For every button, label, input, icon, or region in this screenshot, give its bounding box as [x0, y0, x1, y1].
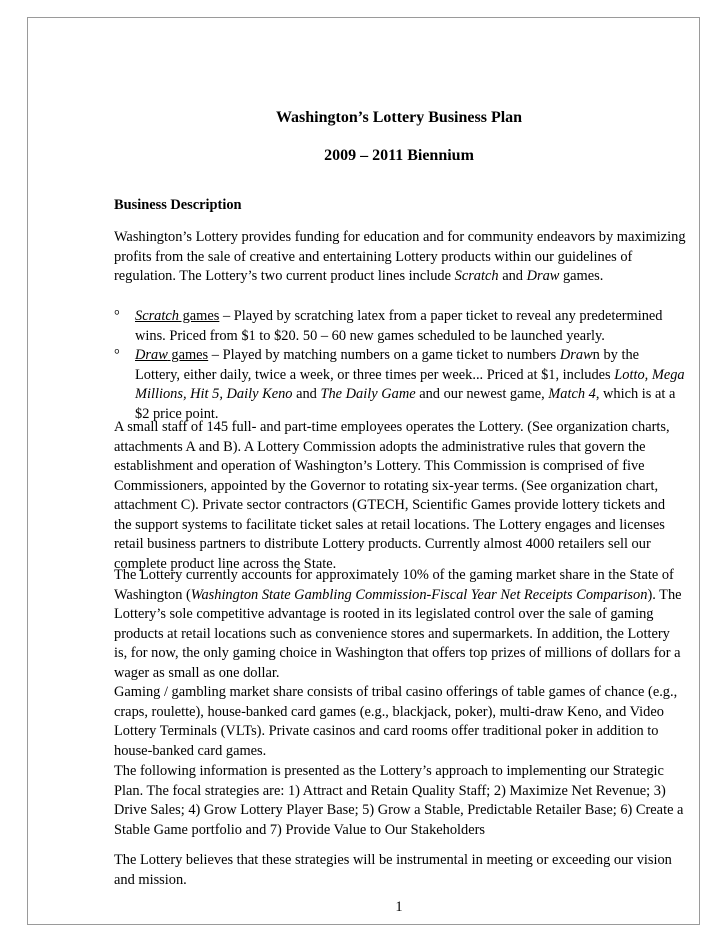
list-item-draw: ° Draw games – Played by matching numbers on a game ticket to numbers Drawn by the Lottery, either daily, twice a week, or three times per week... Priced at $1, includes Lotto, Mega Millions, Hit 5, Daily Keno and The Daily Game and our newest game, Match 4, which is at a $2 price point.	[114, 347, 685, 422]
page-number: 1	[395, 899, 403, 915]
document-title: Washington’s Lottery Business Plan	[275, 109, 523, 126]
document-subtitle: 2009 – 2011 Biennium	[324, 147, 474, 164]
paragraph-strategies: The following information is presented as the Lottery’s approach to implementing our Strategic Plan. The focal strategies are: 1) Attract and Retain Quality Staff; 2) Maximize Net Revenue; 3) Drive Sales; 4) Grow Lottery Player Base; 5) Grow a Stable, Predictable Retailer Base; 6) Create a Stable Game portfolio and 7) Provide Value to Our Stakeholders	[114, 763, 684, 838]
paragraph-staff: A small staff of 145 full- and part-time employees operates the Lottery. (See organization charts, attachments A and B). A Lottery Commission adopts the administrative rules that govern the establishment and operation of Washington’s Lottery. This Commission is comprised of five Commissioners, appointed by the Governor to rotating six-year terms. (See organization chart, attachment C). Private sector contractors (GTECH, Scientific Games provide lottery tickets and the support systems to facilitate ticket sales at retail locations. The Lottery engages and licenses retail business partners to distribute Lottery products. Currently almost 4000 retailers sell our complete product line across the State.	[114, 419, 670, 572]
section-heading: Business Description	[114, 197, 242, 213]
bullet-icon: °	[114, 308, 120, 324]
paragraph-market-share: The Lottery currently accounts for approximately 10% of the gaming market share in the State of Washington (Washington State Gambling Commission-Fiscal Year Net Receipts Comparison). The Lottery’s sole competitive advantage is rooted in its legislated control over the sale of gaming products at retail locations such as convenience stores and supermarkets. In addition, the Lottery is, for now, the only gaming choice in Washington that offers top prizes of millions of dollars for a wager as small as one dollar.	[114, 567, 682, 681]
paragraph-conclusion: The Lottery believes that these strategies will be instrumental in meeting or exceeding our vision and mission.	[114, 852, 672, 888]
page-frame	[27, 17, 700, 925]
list-item-scratch: ° Scratch games – Played by scratching latex from a paper ticket to reveal any predetermined wins. Priced from $1 to $20. 50 – 60 new games scheduled to be launched yearly.	[114, 308, 663, 344]
product-list	[114, 307, 686, 424]
paragraph-gaming: Gaming / gambling market share consists of tribal casino offerings of table games of chance (e.g., craps, roulette), house-banked card games (e.g., blackjack, poker), multi-draw Keno, and Video Lottery Terminals (VLTs). Private casinos and card rooms offer traditional poker in addition to house-banked card games.	[114, 684, 678, 759]
paragraph-intro: Washington’s Lottery provides funding for education and for community endeavors by maximizing profits from the sale of creative and entertaining Lottery products within our guidelines of regulation. The Lottery’s two current product lines include Scratch and Draw games.	[114, 229, 686, 284]
bullet-icon: °	[114, 347, 120, 363]
